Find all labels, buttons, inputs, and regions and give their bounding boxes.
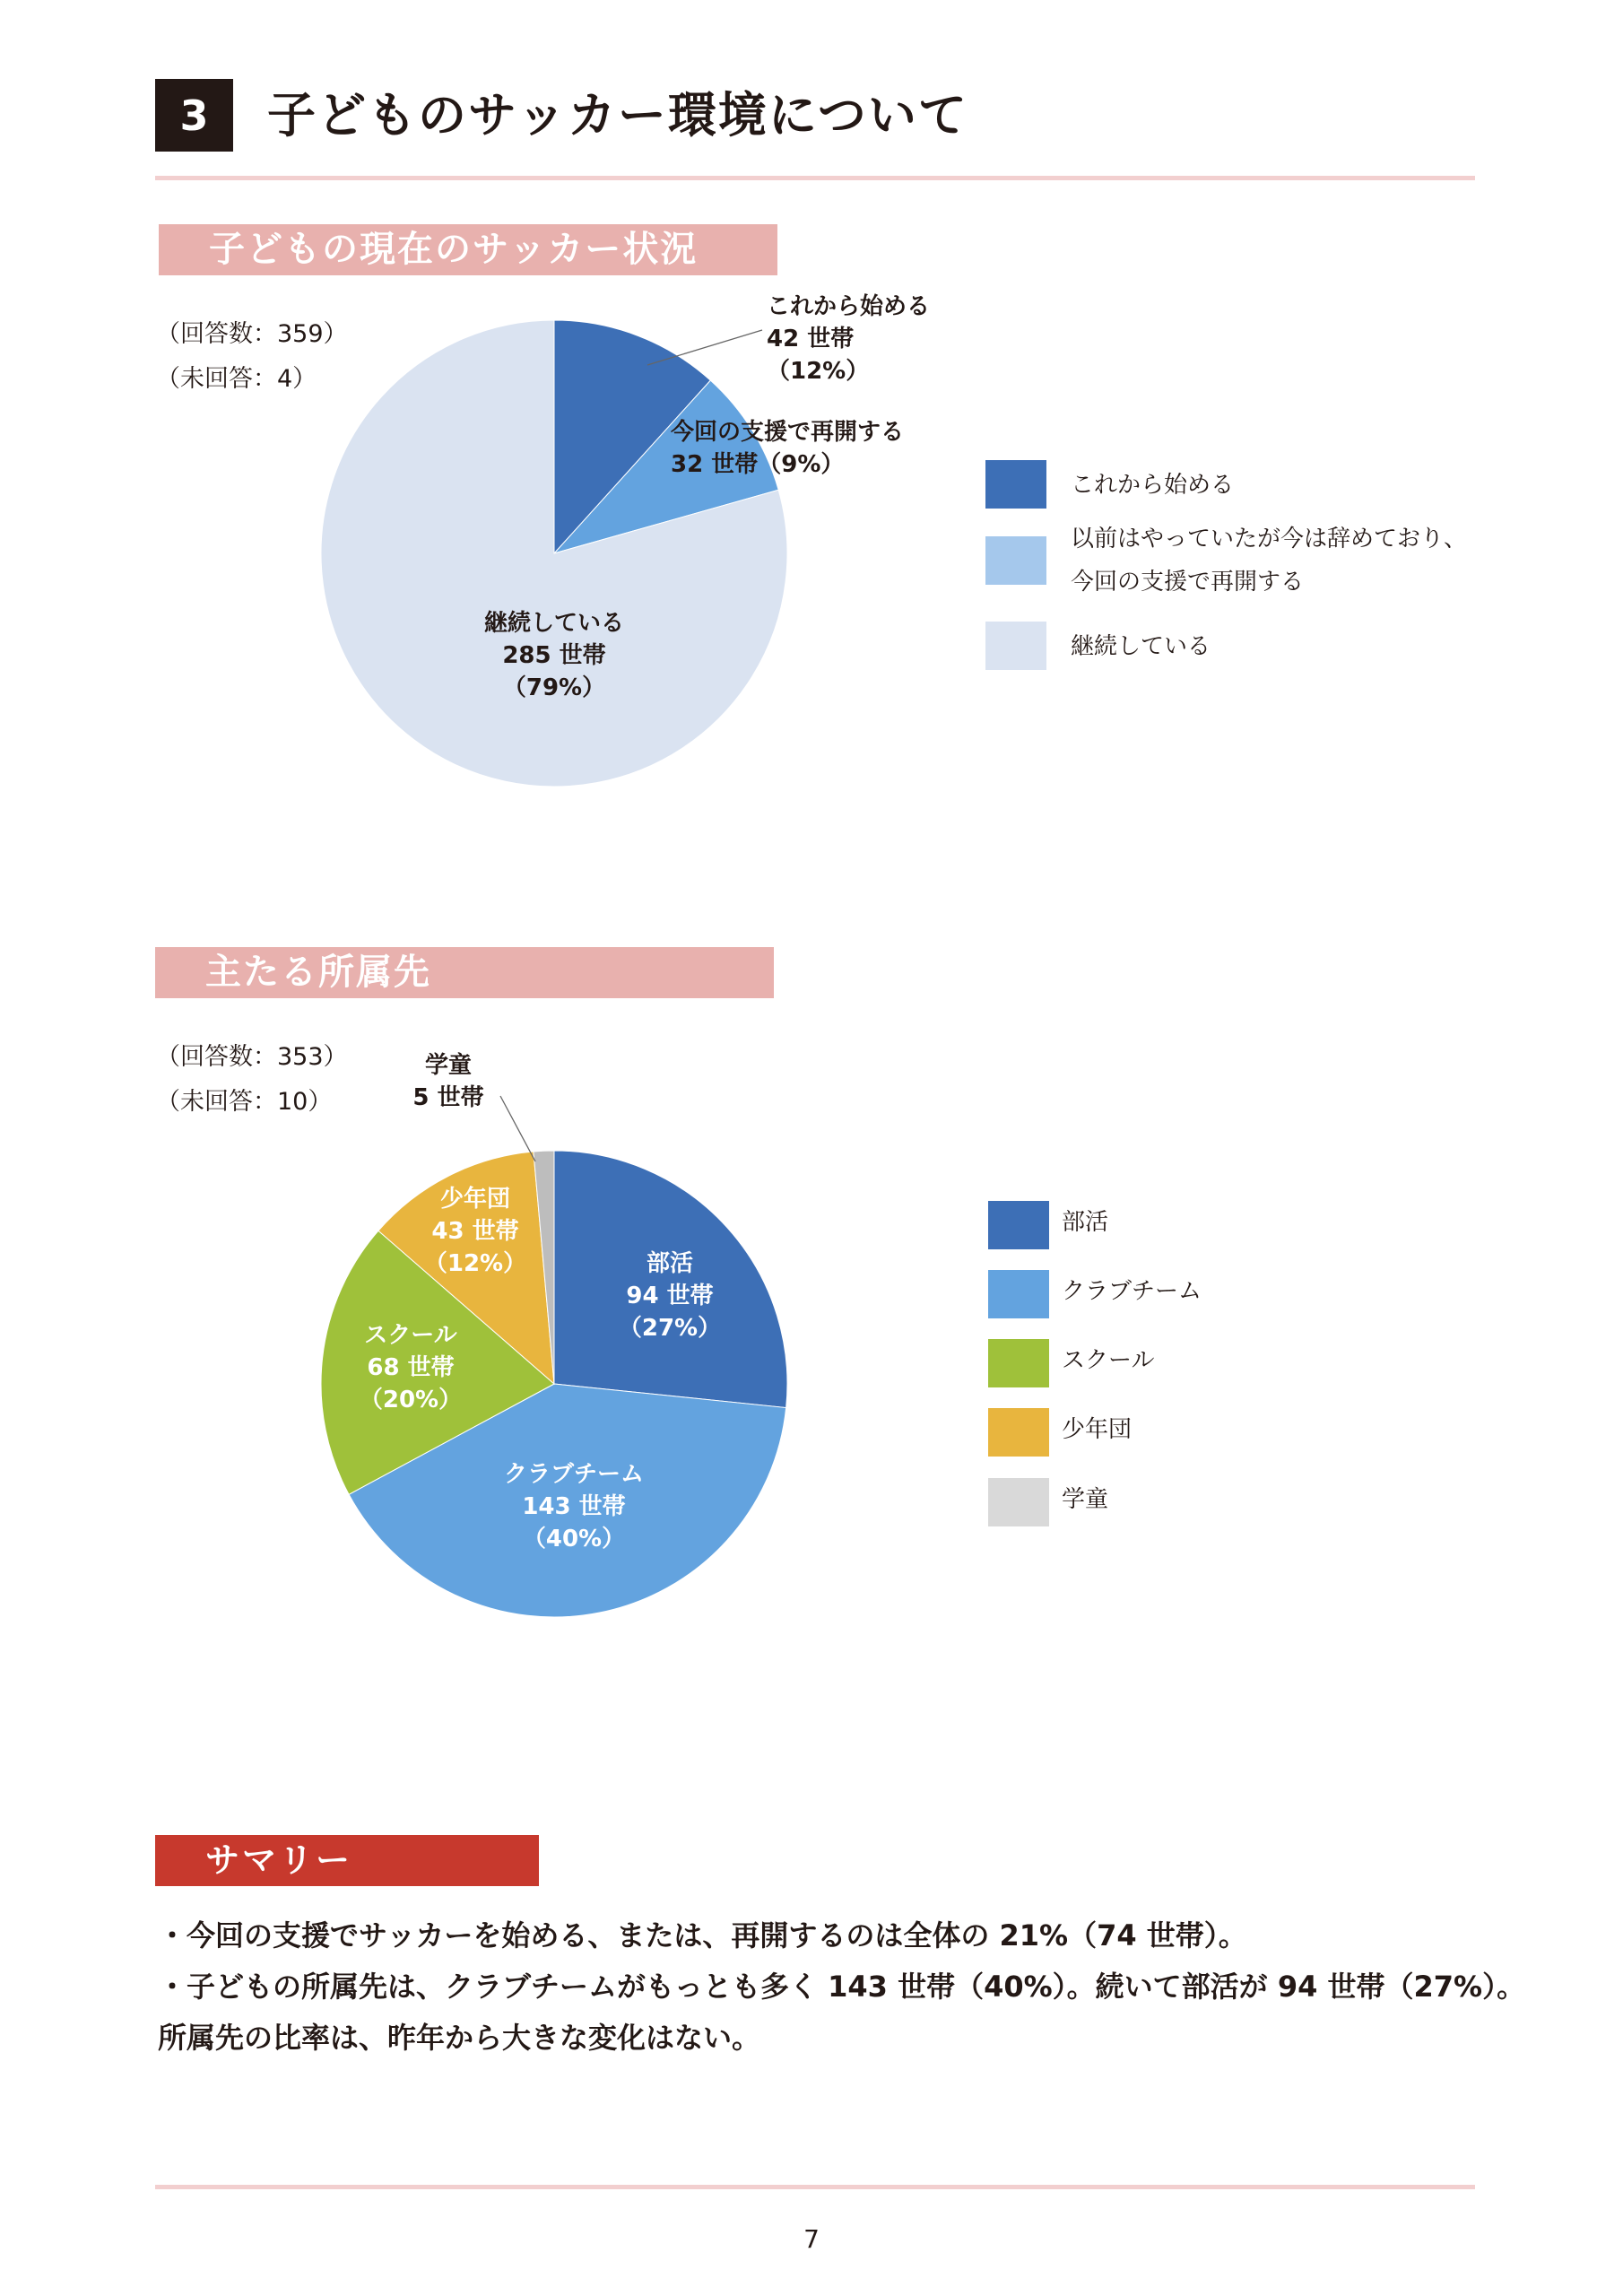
pie2-label-school: スクール 68 世帯（20%）	[359, 1322, 463, 1413]
section1-no-answer: （未回答：4）	[156, 365, 317, 393]
section-number-badge: 3	[155, 79, 233, 152]
legend-label-resume-line2: 今回の支援で再開する	[1071, 569, 1305, 596]
section1-heading: 子どもの現在のサッカー状況	[159, 224, 777, 275]
section2-no-answer: （未回答：10）	[156, 1088, 333, 1116]
legend-label-club: クラブチーム	[1062, 1278, 1202, 1305]
pie2-label-club: クラブチーム 143 世帯（40%）	[503, 1461, 645, 1552]
legend-label-bukatsu: 部活	[1062, 1209, 1109, 1236]
pie1-label-resume: 今回の支援で再開する 32 世帯（9%）	[671, 419, 905, 478]
legend-label-shonendan: 少年団	[1062, 1416, 1133, 1443]
summary-line-2: ・子どもの所属先は、クラブチームがもっとも多く 143 世帯（40%）。続いて部活が 94 世帯（27%）。	[158, 1970, 1526, 2004]
summary-line-3: 所属先の比率は、昨年から大きな変化はない。	[158, 2021, 761, 2055]
section1-respondents: （回答数：359）	[156, 320, 348, 348]
section2-respondents: （回答数：353）	[156, 1043, 348, 1071]
footer-divider	[155, 2185, 1475, 2189]
pie2-label-gakudo: 学童 5 世帯	[412, 1052, 484, 1111]
legend-label-start: これから始める	[1071, 472, 1235, 499]
section2-heading: 主たる所属先	[155, 947, 774, 998]
pie2-slice-bukatsu	[554, 1151, 787, 1408]
page-title: 子どものサッカー環境について	[267, 87, 968, 144]
legend-label-school: スクール	[1062, 1347, 1155, 1374]
summary-body	[158, 1910, 1526, 2064]
legend-label-resume-line1: 以前はやっていたが今は辞めており、	[1071, 526, 1468, 552]
page-number: 7	[803, 2224, 820, 2254]
summary-heading: サマリー	[155, 1835, 539, 1886]
legend-label-continue: 継続している	[1071, 633, 1211, 660]
pie1-label-continue: 継続している 285 世帯（79%）	[483, 610, 625, 701]
legend-label-gakudo: 学童	[1062, 1486, 1109, 1513]
pie2-label-bukatsu: 部活 94 世帯（27%）	[618, 1250, 722, 1342]
pie1-label-start: これから始める 42 世帯（12%）	[767, 293, 931, 385]
pie2-label-shonendan: 少年団 43 世帯（12%）	[423, 1186, 527, 1277]
pie2-leader-gakudo	[500, 1096, 535, 1161]
summary-line-1: ・今回の支援でサッカーを始める、または、再開するのは全体の 21%（74 世帯）。	[158, 1918, 1247, 1952]
